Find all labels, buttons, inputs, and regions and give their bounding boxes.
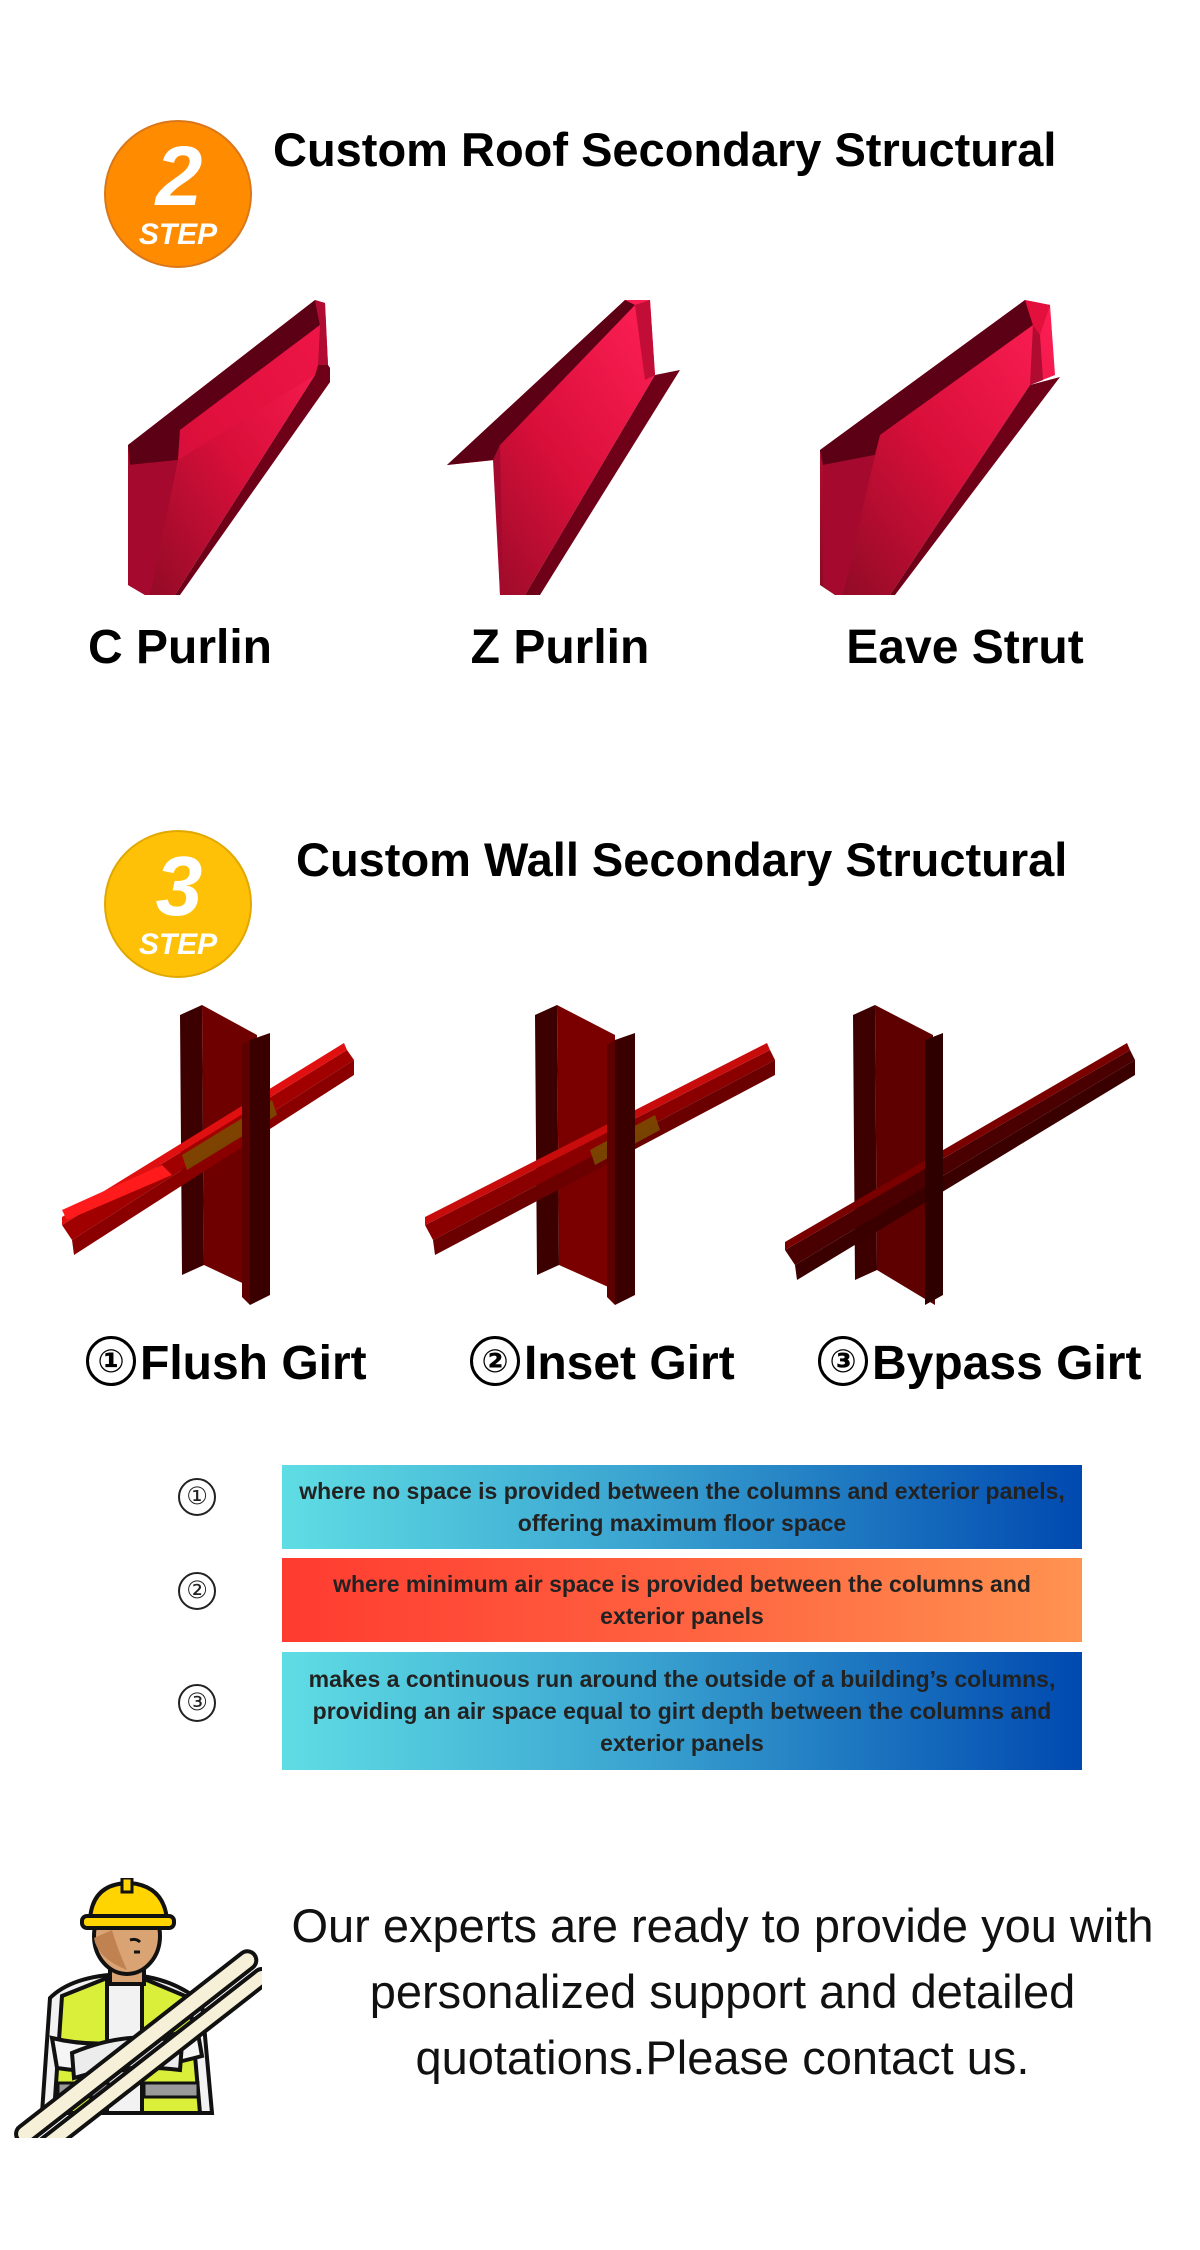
- step2-badge-number: 2: [155, 129, 201, 223]
- desc-inset-girt: where minimum air space is provided between the columns and exterior panels: [282, 1558, 1082, 1642]
- cta-line-3: quotations.Please contact us.: [415, 2031, 1030, 2084]
- engineer-worker-icon: [12, 1878, 262, 2138]
- step3-badge: [104, 830, 252, 978]
- desc-marker-1: ①: [178, 1478, 216, 1516]
- eave-strut-icon: [815, 295, 1065, 600]
- girt-marker-1: ①: [86, 1336, 136, 1386]
- girt-label-inset: [470, 1336, 735, 1392]
- cta-message: [260, 1893, 1185, 2091]
- part-label-z-purlin: Z Purlin: [470, 621, 650, 674]
- desc-marker-2: ②: [178, 1572, 216, 1610]
- girt-label-inset-text: Inset Girt: [524, 1337, 735, 1390]
- girt-label-bypass-text: Bypass Girt: [872, 1337, 1142, 1390]
- girt-label-bypass: [818, 1336, 1141, 1392]
- flush-girt-icon: [62, 1005, 417, 1305]
- step2-badge: [104, 120, 252, 268]
- desc-marker-3: ③: [178, 1684, 216, 1722]
- cta-line-1: Our experts are ready to provide you with: [291, 1899, 1154, 1952]
- z-purlin-icon: [445, 295, 685, 600]
- part-label-c-purlin: C Purlin: [87, 621, 272, 674]
- part-label-eave-strut: Eave Strut: [846, 621, 1084, 674]
- step3-title: Custom Wall Secondary Structural: [296, 833, 1068, 886]
- girt-label-flush: [86, 1336, 367, 1392]
- desc-bypass-girt: makes a continuous run around the outside of a building’s columns, providing an air space equal to girt depth between the columns and exterior panels: [282, 1652, 1082, 1770]
- girt-marker-3: ③: [818, 1336, 868, 1386]
- desc-flush-girt: where no space is provided between the columns and exterior panels, offering maximum floor space: [282, 1465, 1082, 1549]
- step2-title: Custom Roof Secondary Structural: [273, 123, 1057, 176]
- girt-marker-2: ②: [470, 1336, 520, 1386]
- inset-girt-icon: [425, 1005, 780, 1305]
- c-purlin-icon: [120, 295, 330, 600]
- step2-badge-label: STEP: [138, 218, 218, 251]
- girt-label-flush-text: Flush Girt: [140, 1337, 367, 1390]
- step3-badge-label: STEP: [138, 928, 218, 961]
- cta-line-2: personalized support and detailed: [369, 1965, 1076, 2018]
- bypass-girt-icon: [785, 1005, 1140, 1305]
- step3-badge-number: 3: [155, 839, 201, 933]
